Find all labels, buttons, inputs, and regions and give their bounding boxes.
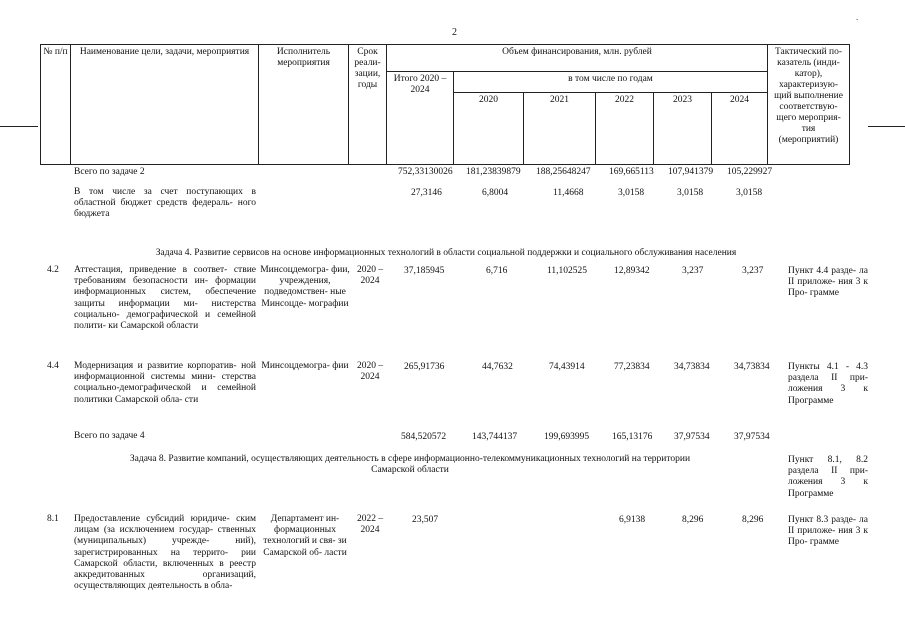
header-total: Итого 2020 – 2024 (387, 72, 454, 165)
row-8-1-name: Предоставление субсидий юридиче- ским лицам (за исключением государ- ственных (муниципальных) учрежде- ний), зарегистрированных на террито- рии Самарской области, включенных в реестр аккредитованных организаций, осуществляющих деятельность в обла- (74, 514, 256, 592)
federal-2022: 3,0158 (618, 188, 645, 198)
total-task4-2023: 37,97534 (674, 432, 710, 442)
row-4-2-2022: 12,89342 (614, 266, 650, 276)
scan-line-right (868, 126, 905, 127)
header-period: Срок реали- зации, годы (349, 45, 387, 165)
row-8-1-total: 23,507 (412, 515, 439, 525)
row-4-4-2020: 44,7632 (482, 362, 513, 372)
federal-2020: 6,8004 (482, 188, 509, 198)
row-4-2-indicator: Пункт 4.4 разде- ла II приложе- ния 3 к Про- грамме (788, 266, 868, 299)
row-4-4-period: 2020 – 2024 (356, 361, 384, 383)
row-4-4-total: 265,91736 (404, 362, 445, 372)
total-task2-total: 752,33130026 (398, 167, 453, 177)
row-4-2-2020: 6,716 (486, 266, 508, 276)
header-year-2024: 2024 (712, 93, 768, 165)
header-year-2021: 2021 (524, 93, 596, 165)
total-task2-2020: 181,23839879 (466, 167, 521, 177)
total-task4-2021: 199,693995 (544, 432, 590, 442)
row-8-1-num: 8.1 (47, 514, 59, 524)
row-8-1-2024: 8,296 (742, 515, 764, 525)
header-funding: Объем финансирования, млн. рублей (387, 45, 768, 72)
federal-total: 27,3146 (411, 188, 442, 198)
scan-line-left (0, 126, 38, 127)
federal-2024: 3,0158 (736, 188, 763, 198)
row-4-4-executor: Минсоцдемогра- фии (261, 361, 349, 371)
row-4-2-num: 4.2 (47, 265, 59, 275)
header-name: Наименование цели, задачи, мероприятия (71, 45, 259, 165)
row-8-1-indicator: Пункт 8.3 разде- ла II приложе- ния 3 к Про- грамме (788, 515, 868, 548)
header-executor: Исполнитель мероприятия (259, 45, 349, 165)
header-year-2023: 2023 (654, 93, 712, 165)
total-task2-2023: 107,941379 (668, 167, 714, 177)
task8-indicator: Пункт 8.1, 8.2 раздела II при- ложения 3 к Программе (788, 455, 868, 499)
row-4-2-2021: 11,102525 (547, 266, 588, 276)
row-4-2-period: 2020 – 2024 (356, 265, 384, 287)
total-task2-2022: 169,665113 (609, 167, 654, 177)
header-year-2022: 2022 (596, 93, 654, 165)
total-task4-2020: 143,744137 (472, 432, 518, 442)
total-task4-2024: 37,97534 (734, 432, 770, 442)
row-8-1-2022: 6,9138 (619, 515, 646, 525)
header-by-years: в том числе по годам (454, 72, 768, 93)
scan-mark: . (856, 12, 859, 22)
row-8-1-executor: Департамент ин- формационных технологий и свя- зи Самарской об- ласти (263, 514, 347, 558)
row-8-1-2023: 8,296 (682, 515, 704, 525)
table-header (40, 44, 850, 165)
row-4-4-2023: 34,73834 (674, 362, 710, 372)
total-task2-label: Всего по задаче 2 (74, 167, 145, 177)
federal-label: В том числе за счет поступающих в областной бюджет средств федераль- ного бюджета (74, 187, 256, 220)
total-task4-2022: 165,13176 (612, 432, 653, 442)
row-4-2-2023: 3,237 (682, 266, 704, 276)
row-4-4-2022: 77,23834 (614, 362, 650, 372)
total-task2-2021: 188,25648247 (536, 167, 591, 177)
header-indicator: Тактический по- казатель (инди- катор), характеризую- щий выполнение соответствую- щего мероприя- тия (мероприятий) (768, 45, 850, 165)
row-8-1-period: 2022 – 2024 (356, 514, 384, 536)
row-4-2-name: Аттестация, приведение в соответ- ствие требованиям безопасности ин- формации информационных систем, обеспечение защиты информации ми- нистерства социально- демографической и семейной полити- ки Самарской области (74, 265, 256, 332)
row-4-4-2024: 34,73834 (734, 362, 770, 372)
total-task4-total: 584,520572 (401, 432, 447, 442)
page-number: 2 (452, 27, 457, 38)
federal-2021: 11,4668 (553, 188, 584, 198)
row-4-2-executor: Минсоцдемогра- фии, учреждения, подведомствен- ные Минсоцде- мографии (260, 265, 350, 309)
row-4-2-total: 37,185945 (404, 266, 445, 276)
total-task4-label: Всего по задаче 4 (74, 431, 145, 441)
row-4-4-name: Модернизация и развитие корпоратив- ной информационной системы мини- стерства социально-демографической и семейной политики Самарской обла- сти (74, 361, 256, 405)
row-4-4-2021: 74,43914 (549, 362, 585, 372)
row-4-2-2024: 3,237 (742, 266, 764, 276)
row-4-4-num: 4.4 (47, 361, 59, 371)
header-num: № п/п (41, 45, 71, 165)
row-4-4-indicator: Пункты 4.1 - 4.3 раздела II при- ложения 3 к Программе (788, 362, 868, 406)
task4-title: Задача 4. Развитие сервисов на основе информационных технологий в области социальной поддержки и социального обслуживания населения (155, 248, 737, 258)
total-task2-2024: 105,229927 (727, 167, 773, 177)
header-year-2020: 2020 (454, 93, 524, 165)
federal-2023: 3,0158 (677, 188, 704, 198)
task8-title: Задача 8. Развитие компаний, осуществляющих деятельность в сфере информационно-телекоммуникационных технологий на территории Самарской области (129, 454, 691, 476)
